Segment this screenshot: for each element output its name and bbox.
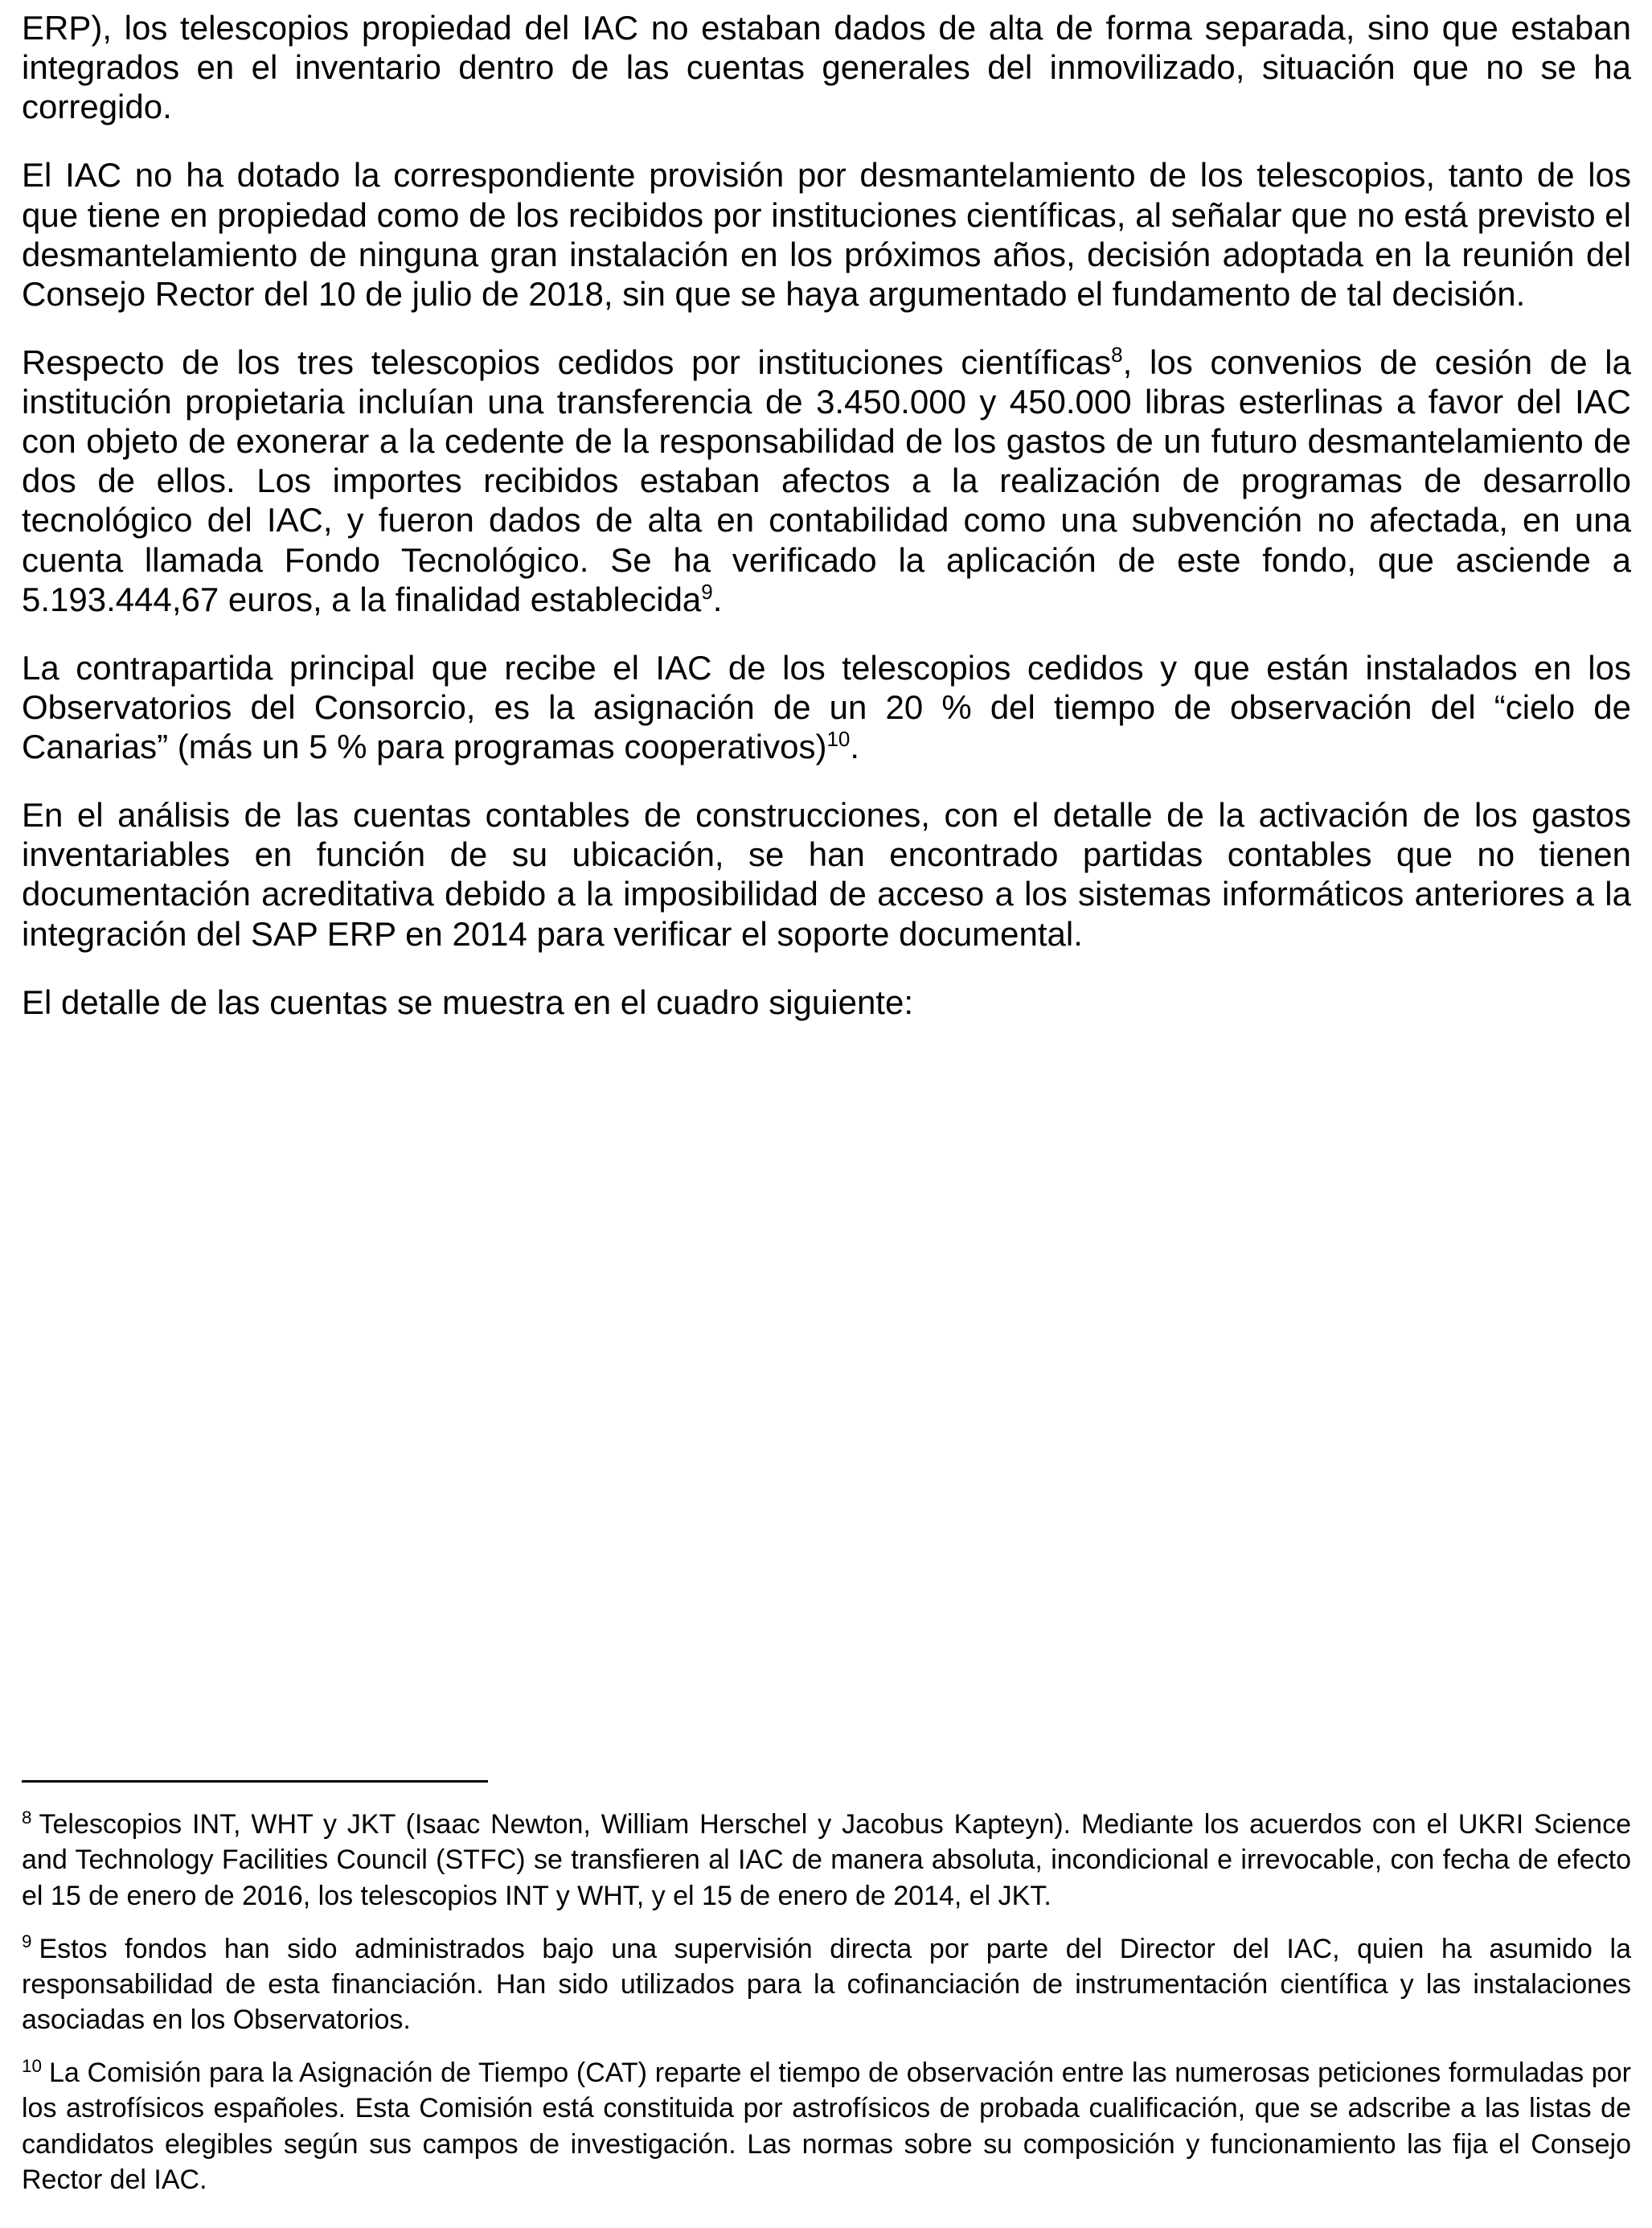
- footnote-reference: 9: [701, 579, 713, 604]
- paragraph: [22, 343, 1631, 619]
- paragraph-text: La contrapartida principal que recibe el IAC de los telescopios cedidos y que están instalados en los Observatorios del Consorcio, es la asignación de un 20 % del tiempo de observación del “cielo de Canarias” (más un 5 % para programas cooperativos): [22, 648, 1631, 765]
- paragraph-text: .: [712, 580, 723, 618]
- paragraph: [22, 8, 1631, 126]
- paragraph: [22, 795, 1631, 954]
- paragraph-text: El detalle de las cuentas se muestra en el cuadro siguiente:: [22, 983, 914, 1021]
- paragraph-text: Respecto de los tres telescopios cedidos por instituciones científicas: [22, 343, 1112, 381]
- footnote: [22, 2055, 1631, 2197]
- paragraph-text: En el análisis de las cuentas contables de construcciones, con el detalle de la activación de los gastos inventariables en función de su ubicación, se han encontrado partidas contables que no tienen documentación acreditativa debido a la imposibilidad de acceso a los sistemas informáticos anteriores a la integración del SAP ERP en 2014 para verificar el soporte documental.: [22, 796, 1631, 953]
- footnote-marker: 10: [22, 2055, 42, 2076]
- footnote-separator: [22, 1780, 488, 1783]
- paragraph: [22, 648, 1631, 766]
- body-text-section: [22, 8, 1631, 1022]
- paragraph-text: , los convenios de cesión de la institución propietaria incluían una transferencia de 3.450.000 y 450.000 libras esterlinas a favor del IAC con objeto de exonerar a la cedente de la responsabilidad de los gastos de un futuro desmantelamiento de dos de ellos. Los importes recibidos estaban afectos a la realización de programas de desarrollo tecnológico del IAC, y fueron dados de alta en contabilidad como una subvención no afectada, en una cuenta llamada Fondo Tecnológico. Se ha verificado la aplicación de este fondo, que asciende a 5.193.444,67 euros, a la finalidad establecida: [22, 343, 1631, 618]
- paragraph: [22, 155, 1631, 314]
- footnote-text: Estos fondos han sido administrados bajo una supervisión directa por parte del Director del IAC, quien ha asumido la responsabilidad de esta financiación. Han sido utilizados para la cofinanciación de instrumentación científica y las instalaciones asociadas en los Observatorios.: [22, 1933, 1631, 2036]
- paragraph: [22, 983, 1631, 1022]
- footnote-marker: 8: [22, 1807, 32, 1828]
- footnotes-section: [22, 1780, 1631, 2197]
- paragraph-text: .: [850, 728, 860, 765]
- footnote-marker: 9: [22, 1931, 32, 1952]
- footnote: [22, 1931, 1631, 2038]
- footnote-text: La Comisión para la Asignación de Tiempo (CAT) reparte el tiempo de observación entre las numerosas peticiones formuladas por los astrofísicos españoles. Esta Comisión está constituida por astrofísicos de probada cualificación, que se adscribe a las listas de candidatos elegibles según sus campos de investigación. Las normas sobre su composición y funcionamiento las fija el Consejo Rector del IAC.: [22, 2058, 1631, 2195]
- paragraph-text: El IAC no ha dotado la correspondiente provisión por desmantelamiento de los telescopios, tanto de los que tiene en propiedad como de los recibidos por instituciones científicas, al señalar que no está previsto el desmantelamiento de ninguna gran instalación en los próximos años, decisión adoptada en la reunión del Consejo Rector del 10 de julio de 2018, sin que se haya argumentado el fundamento de tal decisión.: [22, 156, 1631, 313]
- footnote-reference: 10: [826, 727, 851, 751]
- footnote: [22, 1807, 1631, 1914]
- paragraph-text: ERP), los telescopios propiedad del IAC no estaban dados de alta de forma separada, sino que estaban integrados en el inventario dentro de las cuentas generales del inmovilizado, situación que no se ha corregido.: [22, 9, 1631, 126]
- footnote-text: Telescopios INT, WHT y JKT (Isaac Newton, William Herschel y Jacobus Kapteyn). Mediante los acuerdos con el UKRI Science and Technology Facilities Council (STFC) se transfieren al IAC de manera absoluta, incondicional e irrevocable, con fecha de efecto el 15 de enero de 2016, los telescopios INT y WHT, y el 15 de enero de 2014, el JKT.: [22, 1809, 1631, 1911]
- footnote-reference: 8: [1111, 342, 1123, 367]
